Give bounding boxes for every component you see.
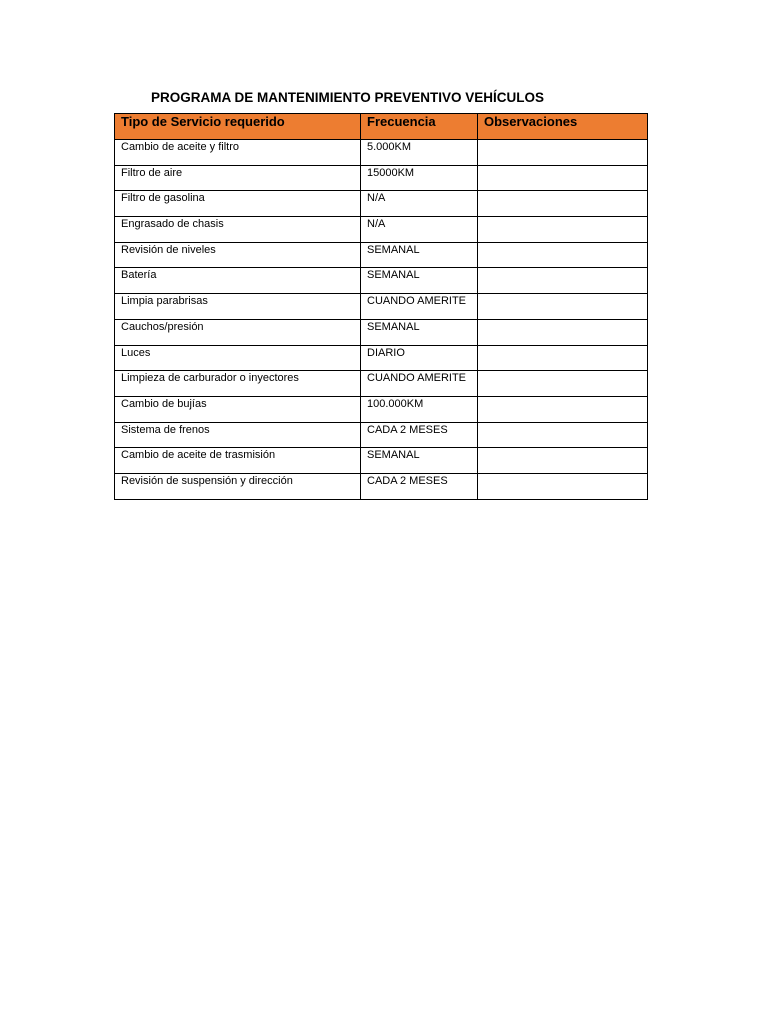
- observations-cell: [478, 473, 648, 499]
- observations-cell: [478, 294, 648, 320]
- frequency-cell: SEMANAL: [361, 448, 478, 474]
- observations-cell: [478, 191, 648, 217]
- observations-cell: [478, 242, 648, 268]
- table-row: [115, 345, 648, 371]
- frequency-cell: 5.000KM: [361, 140, 478, 166]
- service-cell: Limpieza de carburador o inyectores: [115, 371, 361, 397]
- frequency-cell: N/A: [361, 217, 478, 243]
- service-cell: Sistema de frenos: [115, 422, 361, 448]
- service-cell: Filtro de gasolina: [115, 191, 361, 217]
- table-row: [115, 396, 648, 422]
- service-cell: Batería: [115, 268, 361, 294]
- service-cell: Revisión de suspensión y dirección: [115, 473, 361, 499]
- service-cell: Limpia parabrisas: [115, 294, 361, 320]
- table-row: [115, 422, 648, 448]
- table-row: [115, 191, 648, 217]
- column-header-frequency: Frecuencia: [361, 114, 478, 140]
- table-row: [115, 473, 648, 499]
- service-cell: Cambio de aceite y filtro: [115, 140, 361, 166]
- document-title: PROGRAMA DE MANTENIMIENTO PREVENTIVO VEHÍCULOS: [151, 90, 545, 105]
- observations-cell: [478, 268, 648, 294]
- service-cell: Engrasado de chasis: [115, 217, 361, 243]
- observations-cell: [478, 422, 648, 448]
- observations-cell: [478, 217, 648, 243]
- frequency-cell: CUANDO AMERITE: [361, 294, 478, 320]
- frequency-cell: CADA 2 MESES: [361, 422, 478, 448]
- service-cell: Filtro de aire: [115, 165, 361, 191]
- table-row: [115, 268, 648, 294]
- table-row: [115, 319, 648, 345]
- service-cell: Luces: [115, 345, 361, 371]
- observations-cell: [478, 319, 648, 345]
- observations-cell: [478, 140, 648, 166]
- table-header-row: [115, 114, 648, 140]
- service-cell: Cambio de aceite de trasmisión: [115, 448, 361, 474]
- table-row: [115, 217, 648, 243]
- observations-cell: [478, 448, 648, 474]
- table-row: [115, 165, 648, 191]
- frequency-cell: SEMANAL: [361, 268, 478, 294]
- service-cell: Cauchos/presión: [115, 319, 361, 345]
- observations-cell: [478, 345, 648, 371]
- maintenance-table: [114, 113, 648, 500]
- service-cell: Cambio de bujías: [115, 396, 361, 422]
- observations-cell: [478, 396, 648, 422]
- frequency-cell: CADA 2 MESES: [361, 473, 478, 499]
- frequency-cell: SEMANAL: [361, 319, 478, 345]
- frequency-cell: CUANDO AMERITE: [361, 371, 478, 397]
- service-cell: Revisión de niveles: [115, 242, 361, 268]
- frequency-cell: 15000KM: [361, 165, 478, 191]
- frequency-cell: DIARIO: [361, 345, 478, 371]
- table-row: [115, 448, 648, 474]
- observations-cell: [478, 165, 648, 191]
- table-row: [115, 294, 648, 320]
- table-row: [115, 371, 648, 397]
- frequency-cell: 100.000KM: [361, 396, 478, 422]
- column-header-service: Tipo de Servicio requerido: [115, 114, 361, 140]
- table-row: [115, 242, 648, 268]
- column-header-observations: Observaciones: [478, 114, 648, 140]
- frequency-cell: N/A: [361, 191, 478, 217]
- frequency-cell: SEMANAL: [361, 242, 478, 268]
- observations-cell: [478, 371, 648, 397]
- table-row: [115, 140, 648, 166]
